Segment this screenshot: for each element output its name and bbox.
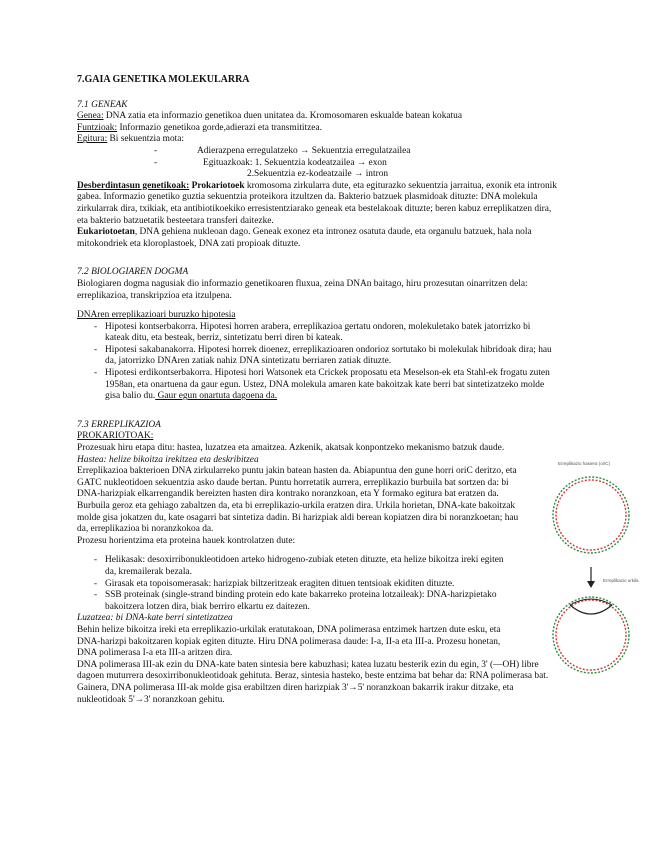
paragraph-line: da, jatorrizko DNAren zatiak nahiz DNA sintetizatu berriaren zatiak dituzte. [105, 356, 392, 367]
sequence-list-item: - Egituazkoak: 1. Sekuentzia kodeatzailea → exon [154, 157, 387, 168]
paragraph-line: DNA polimerasa III-ak ezin du DNA-kate baten sintesia bere kabuzhasi; katea luzatu besterik ezin du egin, 3' (—OH) libre [77, 659, 539, 670]
prokaryotes-heading: PROKARIOTOAK: [77, 431, 154, 442]
paragraph-line: gisa balio du. Gaur egun onartuta dagoena da. [105, 391, 278, 402]
document-title: 7.GAIA GENETIKA MOLEKULARRA [77, 74, 250, 85]
paragraph-line: kateak ditu, eta besteak, berriz, sintetizatu berri diren bi kateak. [105, 333, 343, 344]
differences-line: Desberdintasun genetikoak: Prokariotoek kromosoma zirkularra dute, eta egiturazko sekuentzia jarraitua, exonik eta intronik [77, 180, 557, 191]
section-heading-replication: 7.3 ERREPLIKAZIOA [77, 419, 161, 430]
replication-diagram [548, 455, 643, 695]
paragraph-line: 1958an, eta onartuena da gaur egun. Ustez, DNA molekula amaren kate bakoitzak kate berri bat sintetizatzeko molde [105, 379, 545, 390]
hypothesis-semiconservative: - Hipotesi erdikontserbakorra. Hipotesi hori Watsonek eta Crickek proposatu eta Meselson-ek eta Stahl-ek frogatu zuten [77, 368, 563, 380]
circular-dna-top [553, 477, 629, 553]
paragraph-line: da, kremailerak bezala. [105, 566, 192, 577]
eukaryotes-line: Eukariotoetan, DNA gehiena nukleoan dago. Geneak exonez eta intronez osatuta daude, eta organulu batzuek, hala nola [77, 227, 532, 238]
paragraph-line: mitokondriek eta kloroplastoek, DNA zati propioak dituzte. [77, 238, 301, 249]
hypothesis-conservative: - Hipotesi kontserbakorra. Hipotesi horren arabera, erreplikazioa gertatu ondoren, molekuletako batek jatorrizko bi [77, 322, 563, 334]
paragraph-line: erreplikazioa, transkripzioa eta itzulpena. [77, 290, 232, 301]
accepted-note: Gaur egun onartuta dagoena da. [155, 391, 278, 402]
diagram-label-fork: Erreplikazio urkila [603, 578, 639, 583]
paragraph-line: DNA-harizpi bakoitzaren kopiak egiten dituzte. Hiru DNA polimerasa daude: I-a, II-a eta III-a. Prozesu honetan, [77, 636, 501, 647]
eukaryotes-label: Eukariotoetan [77, 227, 135, 238]
paragraph-line: Gainera, DNA polimerasa III-ak molde gisa erabiltzen diren harizpiak 3'→5' noranzkoan bakarrik irakur ditzake, eta [77, 682, 514, 693]
egitura-line [77, 134, 563, 146]
paragraph-line: zirkularrak dira, txikiak, eta antibiotikoekiko erresistentziarako geneak eta bestelakoak dituzte; beren kabuz erreplikatzen dira, [77, 203, 552, 214]
paragraph-line: Erreplikazioa bakterioen DNA zirkularreko puntu jakin batean hasten da. Abiapuntua den gune horri oriC deritzo, eta [77, 466, 517, 477]
paragraph-line: gabea. Informazio genetiko guztia sekuentzia proteikora itzultzen da. Bakterio batzuek plasmidoak dituzte: DNA molekula [77, 192, 538, 203]
elongation-subheading: Luzatzea: bi DNA-kate berri sintetizatzea [77, 613, 233, 624]
egitura-label: Egitura: [77, 134, 108, 145]
paragraph-line: DNA polimerasa I-a eta III-a aritzen dira. [77, 648, 233, 659]
paragraph-line: Behin helize bikoitza ireki eta erreplikazio-urkilak eratutakoan, DNA polimerasa entzimek hartzen dute esku, eta [77, 624, 501, 635]
genea-text: DNA zatia eta informazio genetikoa duen unitatea da. Kromosomaren eskualde batean kokatua [103, 111, 463, 122]
enzyme-helicase: - Helikasak: desoxirribonukleotidoen arteko hidrogeno-zubiak eteten dituzte, eta helize bikoitza ireki egiten [77, 555, 563, 567]
sequence-noncoding: 2.Sekuentzia ez-kodeatzaile → intron [247, 169, 389, 180]
section-heading-geneak: 7.1 GENEAK [77, 99, 128, 110]
document-page [77, 70, 563, 706]
paragraph-line: Prozesu horientzima eta proteina hauek kontrolatzen dute: [77, 535, 296, 546]
sequence-regulatory: Adierazpena erregulatzeko → Sekuentzia erregulatzailea [197, 145, 411, 156]
paragraph-line: da, erreplikazioa bi noranzkokoa da. [77, 524, 214, 535]
paragraph-line: eta bakterio batzuetatik besteetara transferi daitezke. [77, 215, 274, 226]
funtzioak-label: Funtzioak: [77, 122, 118, 133]
genea-label: Genea: [77, 111, 104, 122]
initiation-subheading: Hastea: helize bikoitza irekitzea eta deskribitzea [77, 454, 259, 465]
paragraph-line: molde gisa jokatzen du, kate osagarri bat sintetiza dadin. Bi harizpiak aldi berean kopiatzen dira bi noranzkoetan; hau [77, 512, 519, 523]
funtzioak-text: Informazio genetikoa gorde,adierazi eta transmititzea. [117, 122, 322, 133]
sequence-list-item: - Adierazpena erregulatzeko → Sekuentzia erregulatzailea [154, 145, 411, 156]
paragraph-line: dagoen muturrera desoxirribonukleotidoak gehituta. Beraz, sintesia hasteko, beste entzima bat behar da: RNA polimerasa bat. [77, 671, 549, 682]
paragraph-line: DNA-harizpiak elkarrengandik bereizten hasten dira kontrako noranzkoan, eta Y formako egitura bat eratzen da. [77, 489, 499, 500]
paragraph-line: bakoitzera lotzen dira, biak berriro elkartu ez daitezen. [105, 601, 310, 612]
prokaryotes-label: Prokariotoek [191, 180, 245, 191]
hypothesis-dispersive: - Hipotesi sakabanakorra. Hipotesi horrek dioenez, erreplikazioaren ondorioz sortutako bi molekulak hibridoak dira; hau [77, 345, 563, 357]
enzyme-ssb: - SSB proteinak (single-strand binding protein edo kate bakarreko proteina lotzaileak): DNA-harizpietako [77, 590, 563, 602]
funtzioak-line [77, 123, 563, 135]
paragraph-line: Burbuila geroz eta gehiago zabaltzen da, eta bi erreplikazio-urkila eratzen dira. Urkila horietan, DNA-kate bakoitzak [77, 501, 516, 511]
differences-label: Desberdintasun genetikoak: [77, 180, 190, 191]
sequence-coding: Egituazkoak: 1. Sekuentzia kodeatzailea → exon [203, 157, 387, 168]
enzyme-gyrase: - Girasak eta topoisomerasak: harizpiak biltzeritzeak eragiten dituen tentsioak ekiditen dituzte. [77, 579, 563, 591]
genea-line [77, 111, 563, 123]
egitura-text: Bi sekuentzia mota: [107, 134, 185, 145]
paragraph-line: nukleotidoak 5'→3' noranzkoan gehitu. [77, 694, 225, 705]
diagram-label-origin: Erreplikazio hasiera (oriC) [558, 461, 611, 466]
paragraph-line: GATC nukleotidoen sekuentzia asko daude bertan. Puntu horretatik aurrera, erreplikazio burbuila bat sortzen da: bi [77, 477, 509, 488]
circular-dna-bubble [553, 597, 629, 673]
paragraph-line: Prozesuak hiru etapa ditu: hastea, luzatzea eta amaitzea. Azkenik, akatsak konpontzeko mekanismo batzuk daude. [77, 443, 505, 454]
section-heading-dogma: 7.2 BIOLOGIAREN DOGMA [77, 267, 189, 278]
hypothesis-heading: DNAren erreplikazioari buruzko hipotesia [77, 310, 236, 321]
paragraph-line: Biologiaren dogma nagusiak dio informazio genetikoaren fluxua, zeina DNAn baitago, hiru prozesutan oinarritzen dela: [77, 278, 528, 289]
arrow-down-icon [587, 567, 595, 588]
